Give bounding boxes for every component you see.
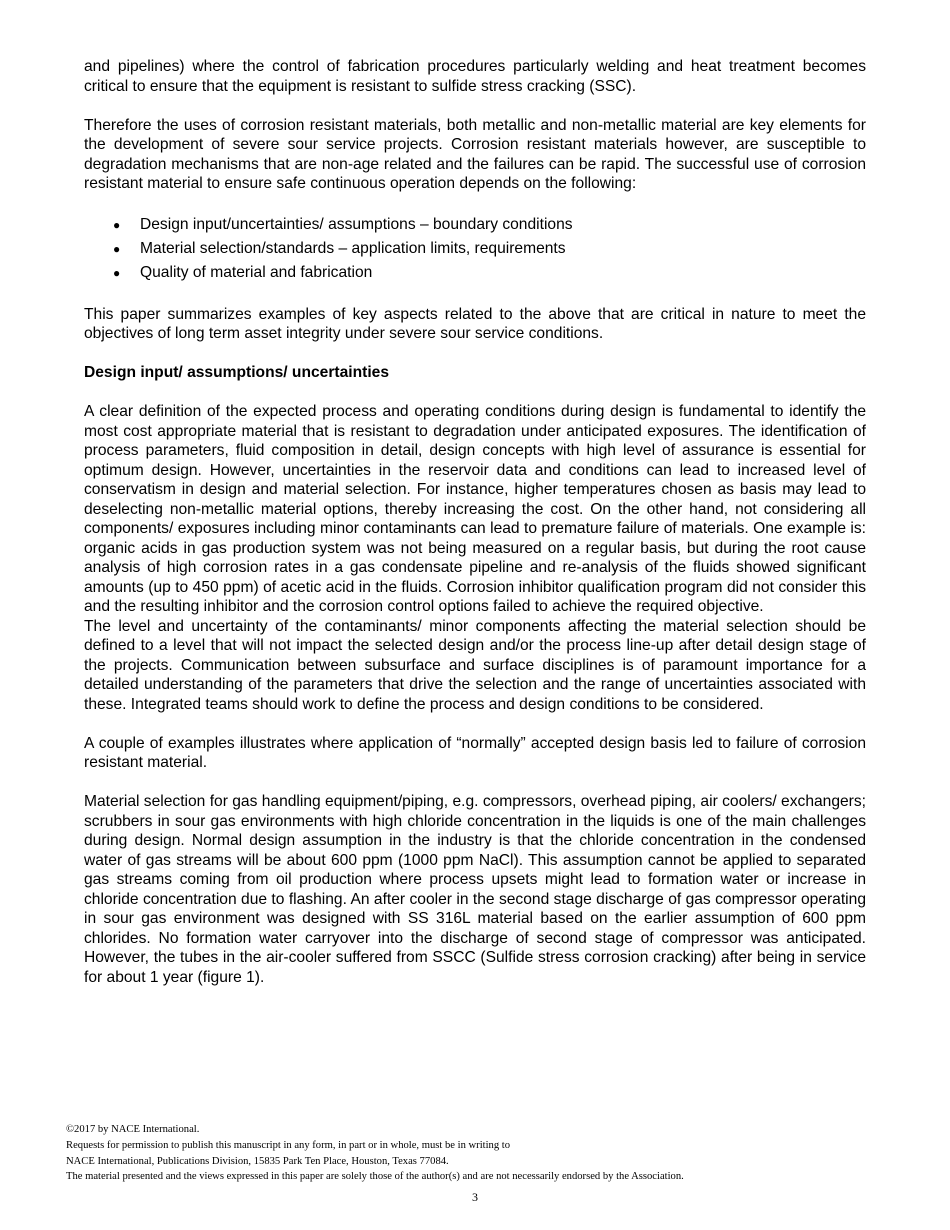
page-footer — [66, 1122, 886, 1185]
list-item — [84, 237, 866, 261]
summary-paragraph: This paper summarizes examples of key aspects related to the above that are critical in nature to meet the objectives of long term asset integrity under severe sour service conditions. — [84, 305, 866, 342]
permission-line-2: NACE International, Publications Division, 15835 Park Ten Place, Houston, Texas 77084. — [66, 1155, 449, 1167]
materials-paragraph: Therefore the uses of corrosion resistant materials, both metallic and non-metallic material are key elements for the development of severe sour service projects. Corrosion resistant materials however, are susceptible to degradation mechanisms that are non-age related and the failures can be rapid. The successful use of corrosion resistant material to ensure safe continuous operation depends on the following: — [84, 116, 866, 192]
list-item-text: Quality of material and fabrication — [140, 264, 373, 281]
design-input-paragraph-1: A clear definition of the expected process and operating conditions during design is fundamental to identify the most cost appropriate material that is resistant to degradation under anticipated exposures. The identification of process parameters, fluid composition in detail, design concepts with high level of assurance is essential for optimum design. However, uncertainties in the reservoir data and conditions can lead to increased level of conservatism in design and material selection. For instance, higher temperatures chosen as basis may lead to deselecting non-metallic material options, thereby increasing the cost. On the other hand, not considering all components/ exposures including minor contaminants can lead to premature failure of materials. One example is: organic acids in gas production system was not being measured on a regular basis, but during the root cause analysis of high corrosion rates in a gas condensate pipeline and re-analysis of the fluids showed significant amounts (up to 450 ppm) of acetic acid in the fluids. Corrosion inhibitor qualification program did not consider this and the resulting inhibitor and the corrosion control options failed to achieve the required objective. — [84, 403, 866, 615]
list-item-text: Material selection/standards – application limits, requirements — [140, 240, 566, 257]
section-heading: Design input/ assumptions/ uncertainties — [84, 364, 389, 381]
copyright-notice: ©2017 by NACE International. — [66, 1124, 200, 1135]
design-input-paragraph-2: The level and uncertainty of the contaminants/ minor components affecting the material selection should be defined to a level that will not impact the selected design and/or the process line-up after detail design stage of the projects. Communication between subsurface and surface disciplines is of paramount importance for a detailed understanding of the parameters that drive the selection and the range of uncertainties associated with these. Integrated teams should work to define the process and design conditions to be considered. — [84, 617, 866, 713]
page-number: 3 — [472, 1190, 478, 1204]
disclaimer: The material presented and the views expressed in this paper are solely those of the author(s) and are not necessarily endorsed by the Association. — [66, 1171, 684, 1183]
intro-continued-paragraph: and pipelines) where the control of fabrication procedures particularly welding and heat treatment becomes critical to ensure that the equipment is resistant to sulfide stress cracking (SSC). — [84, 58, 866, 95]
list-item — [84, 261, 866, 285]
requirements-list — [84, 213, 866, 285]
gas-handling-paragraph: Material selection for gas handling equipment/piping, e.g. compressors, overhead piping, air coolers/ exchangers; scrubbers in sour gas environments with high chloride concentration in the liquids is one of the main challenges during design. Normal design assumption in the industry is that the chloride concentration in the condensed water of gas streams will be about 600 ppm (1000 ppm NaCl). This assumption cannot be applied to separated gas streams coming from oil production where process upsets might lead to formation water or increase in chloride concentration due to flashing. An after cooler in the second stage discharge of gas compressor operating in sour gas environment was designed with SS 316L material based on the earlier assumption of 600 ppm chlorides. No formation water carryover into the discharge of second stage of compressor was anticipated. However, the tubes in the air-cooler suffered from SSCC (Sulfide stress corrosion cracking) after being in service for about 1 year (figure 1). — [84, 793, 866, 986]
bullet-icon: ● — [113, 242, 121, 256]
bullet-icon: ● — [113, 266, 121, 280]
permission-line-1: Requests for permission to publish this manuscript in any form, in part or in whole, must be in writing to — [66, 1139, 511, 1151]
examples-paragraph: A couple of examples illustrates where application of “normally” accepted design basis led to failure of corrosion resistant material. — [84, 734, 866, 771]
bullet-icon: ● — [113, 218, 121, 232]
list-item — [84, 213, 866, 237]
document-body — [84, 57, 866, 987]
list-item-text: Design input/uncertainties/ assumptions – boundary conditions — [140, 216, 573, 233]
